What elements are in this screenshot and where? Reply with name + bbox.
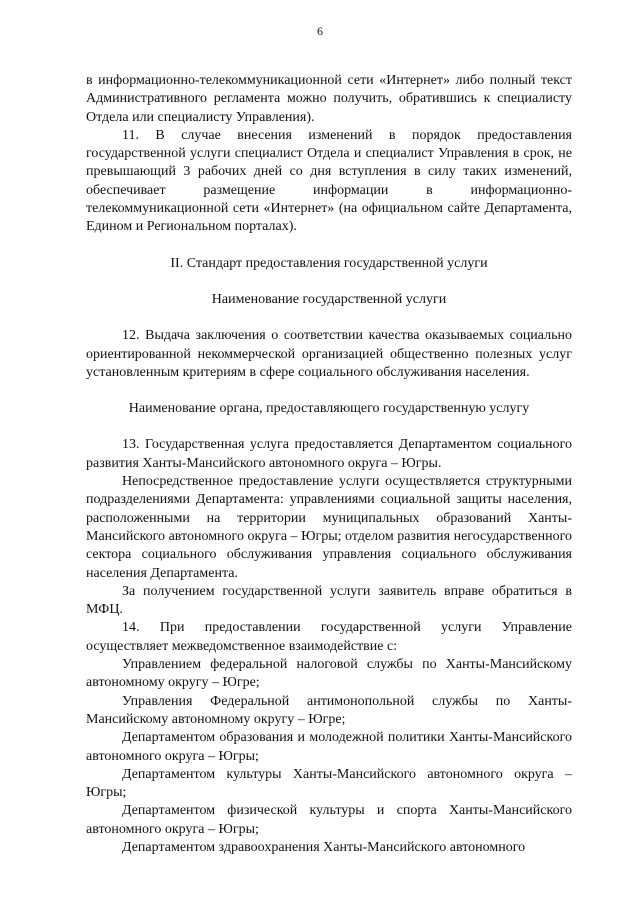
list-item: Департаментом физической культуры и спорта Ханты-Мансийского автономного округа – Югры; (86, 803, 572, 837)
paragraph: За получением государственной услуги заявитель вправе обратиться в МФЦ. (86, 583, 572, 618)
list-item: Управлением федеральной налоговой службы по Ханты-Мансийскому автономному округу – Югре; (86, 657, 572, 691)
subsection-heading: Наименование органа, предоставляющего государственную услугу (128, 401, 530, 417)
paragraph: в информационно-телекоммуникационной сети «Интернет» либо полный текст Административного регламента можно получить, обратившись к специалисту Отдела или специалисту Управления). (86, 73, 572, 125)
list-item: Управления Федеральной антимонопольной службы по Ханты-Мансийскому автономному округу – Югре; (86, 693, 572, 727)
paragraph-item-11: 11. В случае внесения изменений в порядок предоставления государственной услуги специалист Отдела и специалист Управления в срок, не превышающий 3 рабочих дней со дня вступления в силу таких изменений, обеспечивает размещение информации в информационно-телекоммуникационной сети «Интернет» (на официальном сайте Департамента, Едином и Региональном порталах). (86, 127, 572, 235)
document-body (86, 72, 572, 857)
paragraph: Непосредственное предоставление услуги осуществляется структурными подразделениями Департамента: управлениями социальной защиты населения, расположенными на территории муниципальных образований Ханты-Мансийского автономного округа – Югры; отделом развития негосударственного сектора социального обслуживания управления социального обслуживания населения Департамента. (86, 474, 572, 581)
list-item: Департаментом здравоохранения Ханты-Мансийского автономного (122, 839, 526, 855)
paragraph-item-12: 12. Выдача заключения о соответствии качества оказываемых социально ориентированной некоммерческой организацией общественно полезных услуг установленным критериям в сфере социального обслуживания населения. (86, 328, 572, 380)
subsection-heading: Наименование государственной услуги (211, 291, 447, 307)
list-item: Департаментом культуры Ханты-Мансийского автономного округа – Югры; (86, 766, 572, 801)
paragraph-item-13: 13. Государственная услуга предоставляется Департаментом социального развития Ханты-Мансийского автономного округа – Югры. (86, 437, 572, 471)
paragraph-item-14: 14. При предоставлении государственной услуги Управление осуществляет межведомственное взаимодействие с: (86, 620, 572, 654)
list-item: Департаментом образования и молодежной политики Ханты-Мансийского автономного округа – Югры; (86, 730, 572, 764)
section-heading: II. Стандарт предоставления государственной услуги (170, 255, 488, 271)
page-number: 6 (317, 24, 323, 38)
